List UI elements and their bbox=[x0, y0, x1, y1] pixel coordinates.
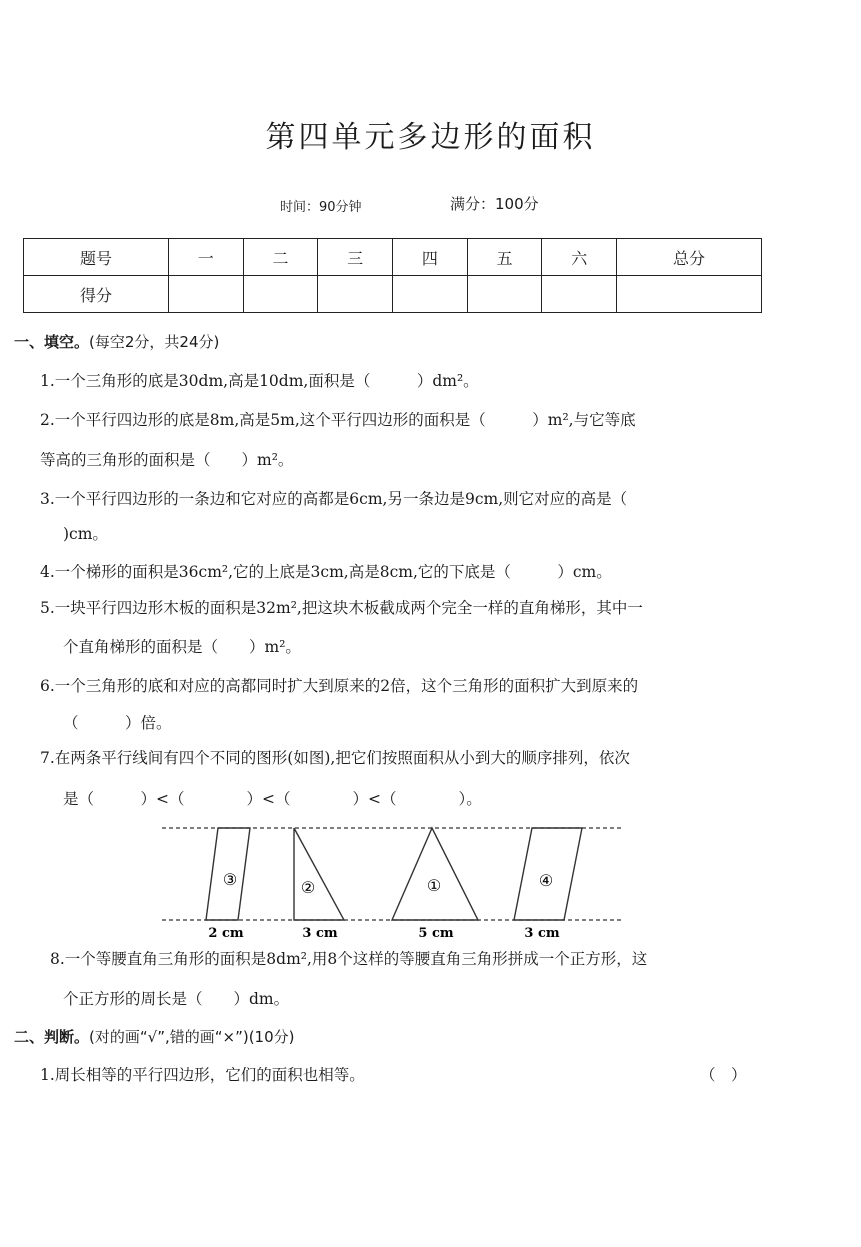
shape-label: ③ bbox=[222, 870, 238, 889]
triangle-1 bbox=[392, 828, 478, 920]
judge-answer-blank[interactable]: （ ） bbox=[700, 1066, 747, 1084]
shape-base-label: 2 cm bbox=[208, 926, 244, 940]
score-cell[interactable] bbox=[467, 276, 542, 313]
question-number: 4. bbox=[40, 563, 55, 581]
exam-time: 时间：90分钟 bbox=[280, 200, 362, 215]
score-table bbox=[23, 238, 762, 313]
question-3 bbox=[40, 487, 627, 509]
score-header-cell: 总分 bbox=[617, 239, 762, 276]
shape-base-label: 3 cm bbox=[524, 926, 560, 940]
question-5 bbox=[40, 596, 643, 618]
score-cell[interactable] bbox=[243, 276, 318, 313]
section-1-title: 一、填空。 bbox=[14, 333, 90, 351]
score-cell[interactable] bbox=[617, 276, 762, 313]
score-header-cell: 一 bbox=[168, 239, 243, 276]
score-cell[interactable] bbox=[318, 276, 393, 313]
score-cell[interactable] bbox=[542, 276, 617, 313]
full-score: 满分：100分 bbox=[450, 195, 539, 213]
question-number: 3. bbox=[40, 490, 55, 508]
question-2-cont: 等高的三角形的面积是（ ）m²。 bbox=[40, 451, 294, 469]
score-row-label: 得分 bbox=[24, 276, 169, 313]
question-7-cont: 是（ ）<（ ）<（ ）<（ ）。 bbox=[63, 790, 482, 808]
shape-label: ④ bbox=[538, 871, 554, 890]
section-1-note: (每空2分，共24分) bbox=[89, 333, 220, 351]
question-number: 6. bbox=[40, 677, 55, 695]
shape-label: ② bbox=[300, 878, 316, 897]
score-table-header-row bbox=[24, 239, 762, 276]
question-text: 在两条平行线间有四个不同的图形(如图),把它们按照面积从小到大的顺序排列，依次 bbox=[54, 749, 630, 767]
score-table-score-row bbox=[24, 276, 762, 313]
parallel-lines-figure bbox=[160, 820, 626, 940]
shape-base-label: 3 cm bbox=[302, 926, 338, 940]
question-4 bbox=[40, 560, 612, 582]
shape-label: ① bbox=[426, 876, 442, 895]
score-header-cell: 四 bbox=[392, 239, 467, 276]
section-2-title: 二、判断。 bbox=[14, 1028, 90, 1046]
question-6 bbox=[40, 674, 638, 696]
question-text: 周长相等的平行四边形，它们的面积也相等。 bbox=[54, 1066, 365, 1084]
question-text: 一个等腰直角三角形的面积是8dm²,用8个这样的等腰直角三角形拼成一个正方形，这 bbox=[64, 950, 648, 968]
section-1-heading bbox=[14, 331, 219, 352]
question-number: 1. bbox=[40, 372, 55, 390]
question-1 bbox=[40, 369, 479, 391]
right-triangle-2 bbox=[294, 828, 344, 920]
judge-question-1 bbox=[40, 1063, 365, 1085]
question-text: 一个三角形的底和对应的高都同时扩大到原来的2倍，这个三角形的面积扩大到原来的 bbox=[54, 677, 639, 695]
question-text: 一个三角形的底是30dm,高是10dm,面积是（ ）dm²。 bbox=[54, 372, 479, 390]
question-8-cont: 个正方形的周长是（ ）dm。 bbox=[63, 990, 290, 1008]
score-header-cell: 五 bbox=[467, 239, 542, 276]
shape-base-label: 5 cm bbox=[418, 926, 454, 940]
question-text: 一个平行四边形的底是8m,高是5m,这个平行四边形的面积是（ ）m²,与它等底 bbox=[54, 411, 636, 429]
question-5-cont: 个直角梯形的面积是（ ）m²。 bbox=[63, 638, 301, 656]
section-2-heading bbox=[14, 1026, 295, 1047]
question-number: 5. bbox=[40, 599, 55, 617]
question-number: 7. bbox=[40, 749, 55, 767]
question-8 bbox=[50, 947, 647, 969]
question-2 bbox=[40, 408, 636, 430]
question-7 bbox=[40, 746, 630, 768]
score-cell[interactable] bbox=[392, 276, 467, 313]
page-title: 第四单元多边形的面积 bbox=[265, 120, 596, 155]
score-cell[interactable] bbox=[168, 276, 243, 313]
score-header-cell: 三 bbox=[318, 239, 393, 276]
score-header-cell: 二 bbox=[243, 239, 318, 276]
section-2-note: (对的画“√”,错的画“×”)(10分) bbox=[89, 1028, 295, 1046]
score-header-cell: 题号 bbox=[24, 239, 169, 276]
question-text: 一个平行四边形的一条边和它对应的高都是6cm,另一条边是9cm,则它对应的高是（ bbox=[54, 490, 628, 508]
question-number: 8. bbox=[50, 950, 65, 968]
question-number: 1. bbox=[40, 1066, 55, 1084]
question-number: 2. bbox=[40, 411, 55, 429]
question-text: 一块平行四边形木板的面积是32m²,把这块木板截成两个完全一样的直角梯形，其中一 bbox=[54, 599, 643, 617]
question-6-cont: （ ）倍。 bbox=[63, 714, 172, 732]
score-header-cell: 六 bbox=[542, 239, 617, 276]
question-text: 一个梯形的面积是36cm²,它的上底是3cm,高是8cm,它的下底是（ ）cm。 bbox=[54, 563, 612, 581]
question-3-cont: )cm。 bbox=[63, 525, 108, 543]
